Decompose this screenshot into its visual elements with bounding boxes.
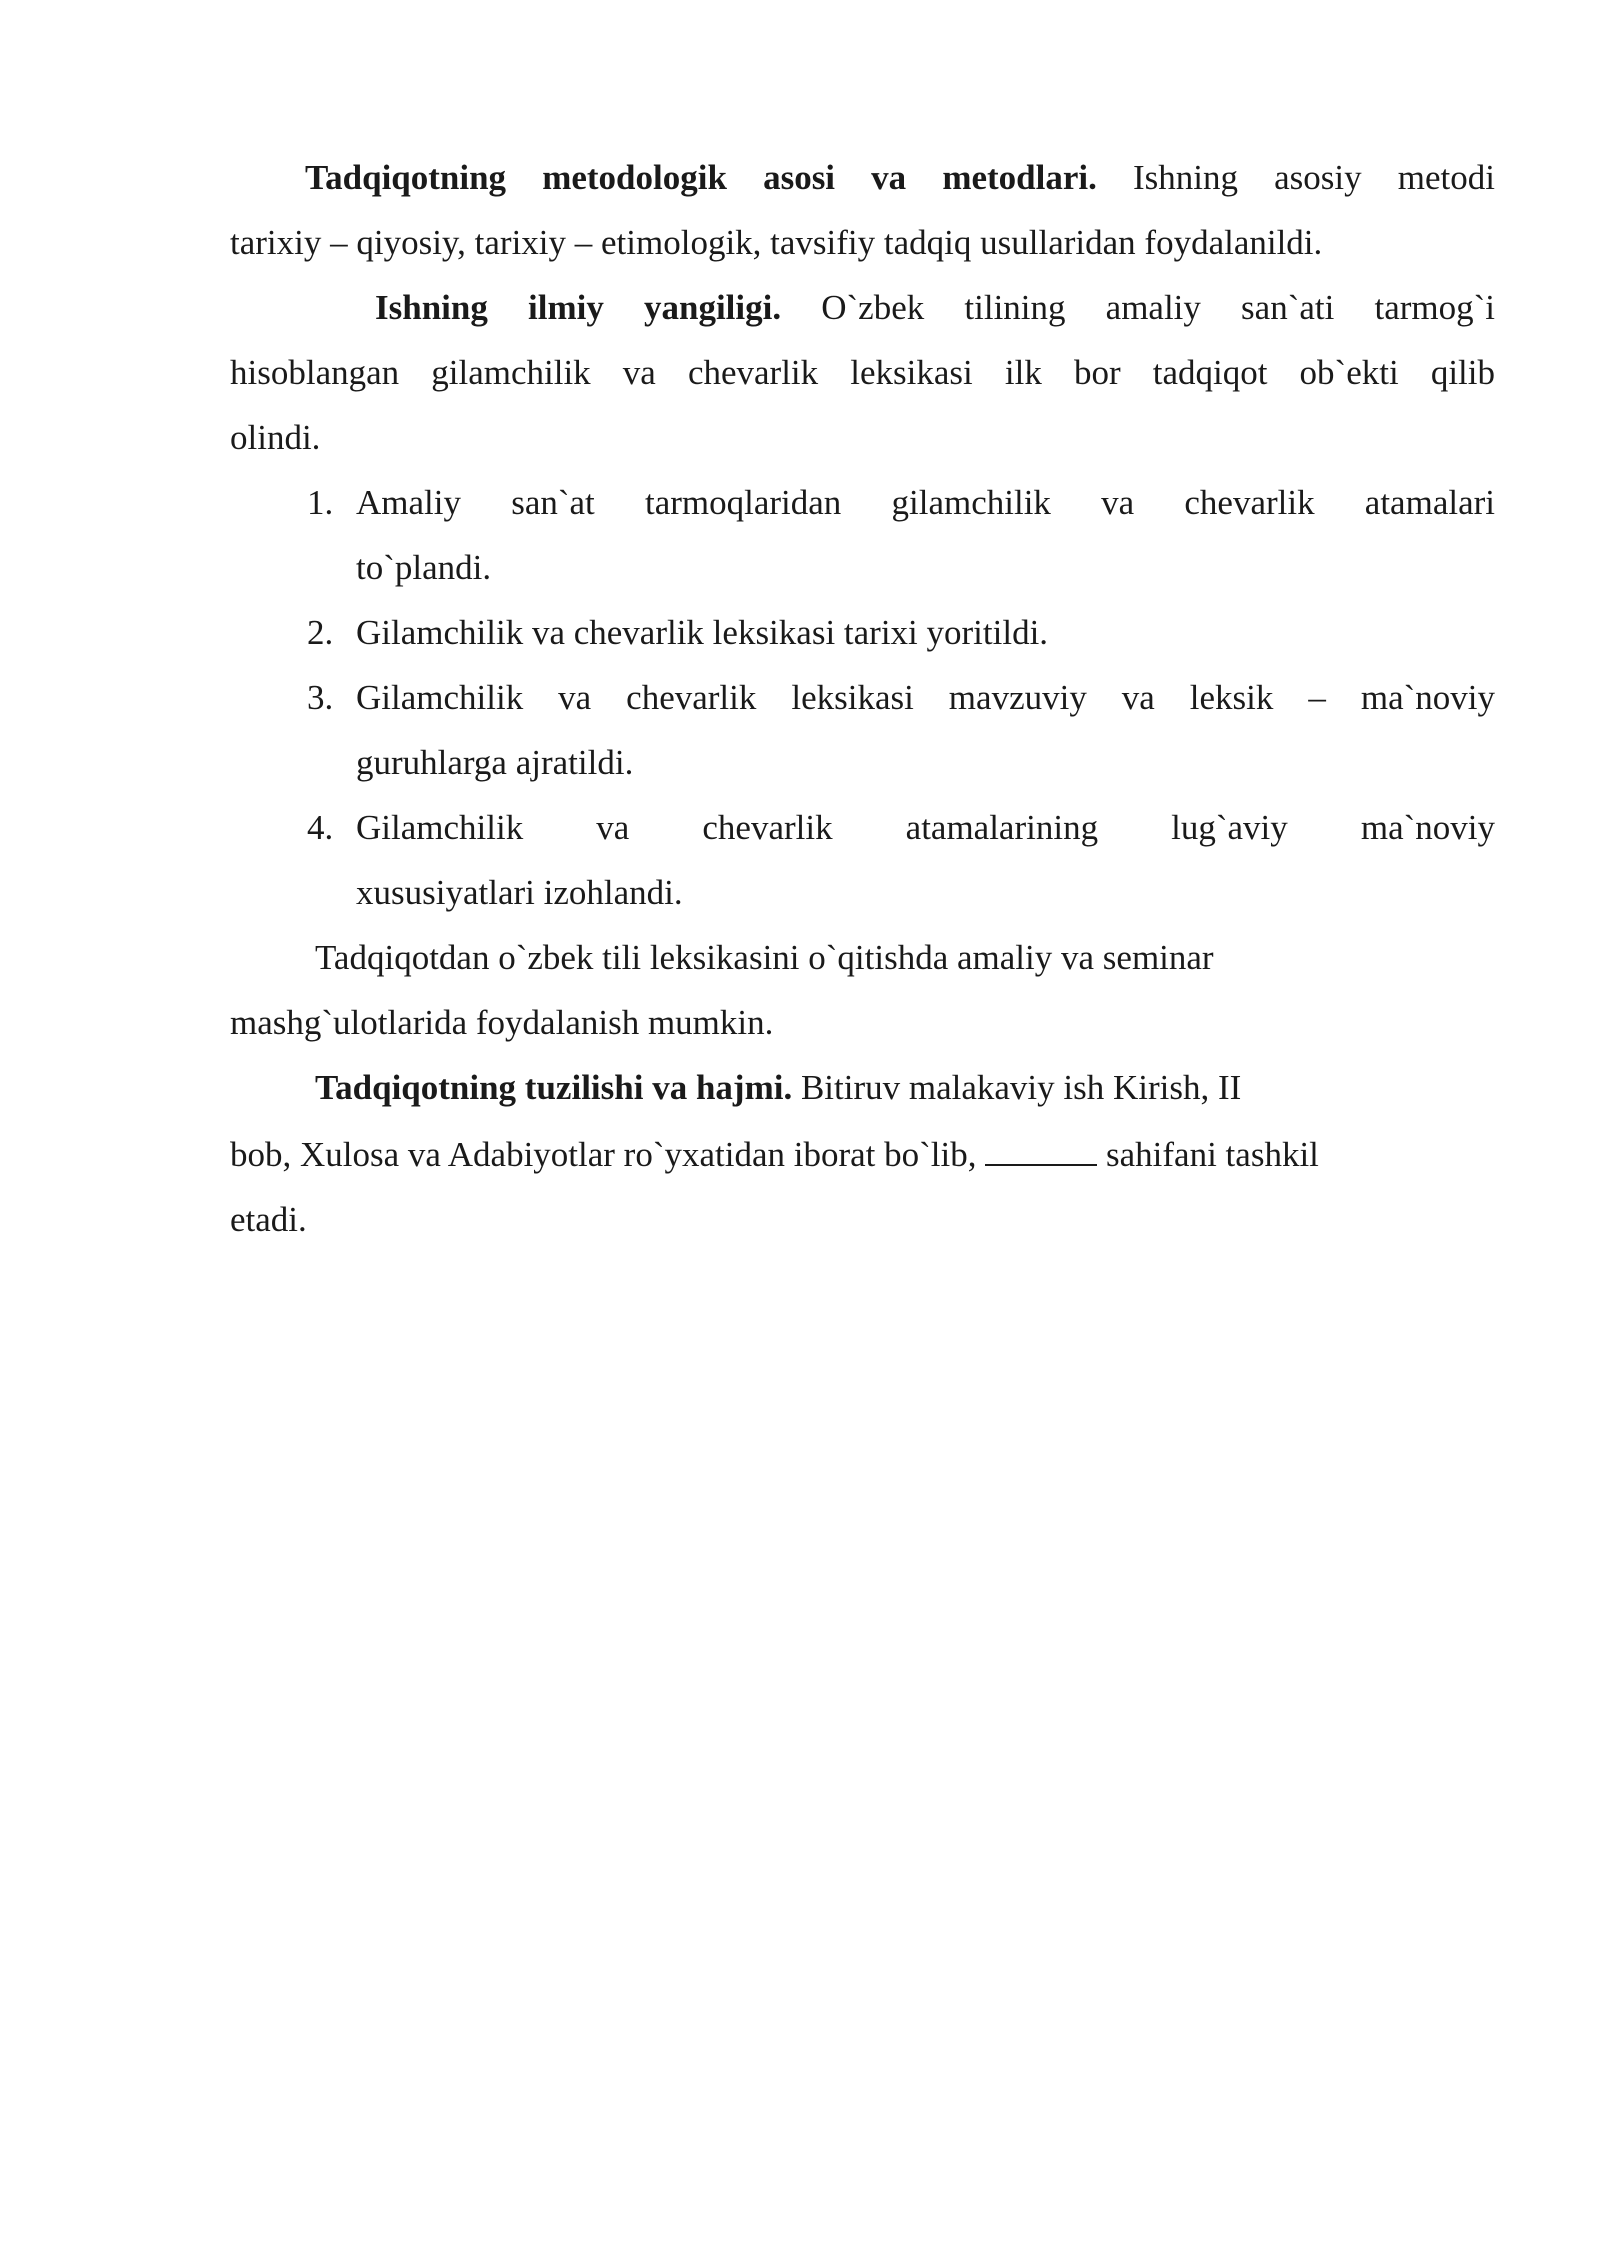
list-item xyxy=(230,600,1495,665)
list-item-line-2: guruhlarga ajratildi. xyxy=(356,743,634,782)
novelty-heading: Ishning ilmiy yangiligi. xyxy=(375,288,782,327)
structure-line-1 xyxy=(230,1055,1495,1120)
list-item xyxy=(230,795,1495,925)
methodology-line-1 xyxy=(230,145,1495,210)
document-page xyxy=(230,145,1495,1252)
list-item-line-2: to`plandi. xyxy=(356,548,492,587)
paragraph-methodology xyxy=(230,145,1495,275)
paragraph-novelty xyxy=(230,275,1495,470)
methodology-text-1: Ishning asosiy metodi xyxy=(1133,158,1495,197)
application-line-2: mashg`ulotlarida foydalanish mumkin. xyxy=(230,1003,774,1042)
novelty-line-2: hisoblangan gilamchilik va chevarlik leksikasi ilk bor tadqiqot ob`ekti qilib xyxy=(230,353,1495,392)
list-item-line-1: Amaliy san`at tarmoqlaridan gilamchilik va chevarlik atamalari xyxy=(356,483,1495,522)
list-item-line-1: Gilamchilik va chevarlik atamalarining lug`aviy ma`noviy xyxy=(356,808,1495,847)
page-count-blank xyxy=(985,1120,1097,1166)
novelty-line-3: olindi. xyxy=(230,418,321,457)
list-number: 4. xyxy=(307,808,334,847)
list-item-line-1: Gilamchilik va chevarlik leksikasi tarixi yoritildi. xyxy=(356,613,1049,652)
list-item xyxy=(230,470,1495,600)
list-item-line-1: Gilamchilik va chevarlik leksikasi mavzuviy va leksik – ma`noviy xyxy=(356,678,1495,717)
novelty-text-1: O`zbek tilining amaliy san`ati tarmog`i xyxy=(821,288,1495,327)
methodology-heading: Tadqiqotning metodologik asosi va metodlari. xyxy=(305,158,1097,197)
methodology-line-2: tarixiy – qiyosiy, tarixiy – etimologik, tavsifiy tadqiq usullaridan foydalanildi. xyxy=(230,223,1323,262)
list-number: 2. xyxy=(307,613,334,652)
structure-line-3: etadi. xyxy=(230,1200,307,1239)
structure-text-2b: sahifani tashkil xyxy=(1106,1135,1319,1174)
list-number: 3. xyxy=(307,678,334,717)
paragraph-application xyxy=(230,925,1495,1055)
paragraph-structure xyxy=(230,1055,1495,1252)
structure-heading: Tadqiqotning tuzilishi va hajmi. xyxy=(315,1068,793,1107)
structure-text-1: Bitiruv malakaviy ish Kirish, II xyxy=(800,1068,1242,1107)
structure-text-2a: bob, Xulosa va Adabiyotlar ro`yxatidan iborat bo`lib, xyxy=(230,1135,977,1174)
list-item xyxy=(230,665,1495,795)
list-item-line-2: xususiyatlari izohlandi. xyxy=(356,873,683,912)
structure-line-2 xyxy=(230,1120,1495,1187)
novelty-line-1 xyxy=(230,275,1495,340)
list-number: 1. xyxy=(307,483,334,522)
application-line-1: Tadqiqotdan o`zbek tili leksikasini o`qitishda amaliy va seminar xyxy=(315,938,1214,977)
results-list xyxy=(230,470,1495,925)
